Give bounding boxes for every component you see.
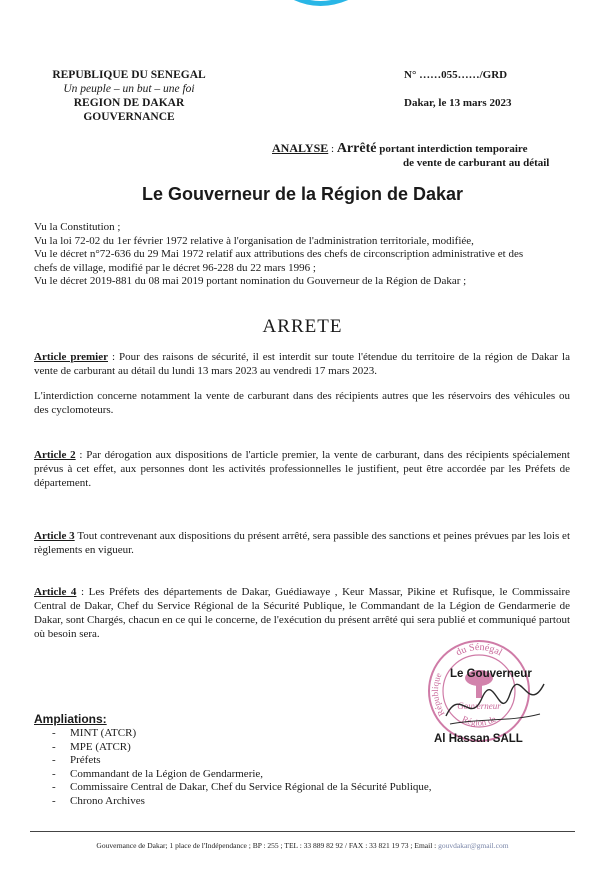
article-label: Article 4 <box>34 586 77 598</box>
article-premier-paragraph-2 <box>34 389 570 417</box>
footer <box>0 841 605 850</box>
document-title: Le Gouverneur de la Région de Dakar <box>141 184 464 204</box>
article-text: Tout contrevenant aux dispositions du présent arrêté, sera passible des sanctions et peines prévues par les lois et règlements en vigueur. <box>34 530 570 556</box>
country-name: REPUBLIQUE DU SENEGAL <box>52 69 206 81</box>
visa-line: Vu la Constitution ; <box>34 221 121 233</box>
list-item: - MPE (ATCR) <box>52 740 131 753</box>
ampliations-title: Ampliations: <box>34 712 107 726</box>
handwritten-signature <box>440 676 550 738</box>
analyse-main: Arrêté <box>336 141 377 156</box>
article-text: Les Préfets des départements de Dakar, Guédiawaye , Keur Massar, Pikine et Rufisque, le Commissaire Central de Dakar, Chef du Service Régional de la Sécurité Publique, le Commandant de la Légion de Gendarmerie de Dakar, sont Chargés, chacun en ce qui le concerne, de l'exécution du présent arrêté qui sera publié et communiqué partout où besoin sera. <box>34 586 570 640</box>
visa-line: chefs de village, modifié par le décret 96-228 du 22 mars 1996 ; <box>34 261 316 274</box>
office-name: GOUVERNANCE <box>83 111 175 123</box>
article-sep: : <box>75 449 87 461</box>
analyse-label: ANALYSE <box>272 141 329 155</box>
stamp-top-text: du Sénégal <box>454 641 504 659</box>
visa-line: Vu le décret 2019-881 du 08 mai 2019 portant nomination du Gouverneur de la Région de Dakar ; <box>34 275 467 287</box>
list-item: - MINT (ATCR) <box>52 727 137 739</box>
list-item: - Préfets <box>52 754 101 767</box>
stamp-center-text: Gouverneur <box>457 701 501 711</box>
ampliations-list <box>52 727 432 809</box>
national-motto: Un peuple – un but – une foi <box>63 83 195 95</box>
stamp-bottom-text: Région de <box>460 713 498 728</box>
footer-email: gouvdakar@gmail.com <box>438 841 509 850</box>
article-label: Article 2 <box>34 449 76 461</box>
visa-line: Vu le décret n°72-636 du 29 Mai 1972 relatif aux attributions des chefs de circonscription administrative et des <box>34 248 524 260</box>
signatory-title: Le Gouverneur <box>450 668 532 680</box>
article-text: Pour des raisons de sécurité, il est interdit sur toute l'étendue du territoire de la région de Dakar la vente de carburant au détail du lundi 13 mars 2023 au vendredi 17 mars 2023. <box>34 351 570 377</box>
arrete-heading: ARRETE <box>262 316 343 337</box>
article-sep: : <box>108 351 119 363</box>
stamp-left-text: République <box>429 671 447 718</box>
reference-block <box>404 68 584 110</box>
article-2 <box>34 448 570 490</box>
article-sep: : <box>76 586 89 598</box>
region-name: REGION DE DAKAR <box>73 97 185 109</box>
decree-number: N° ……055……/GRD <box>404 69 508 81</box>
issuer-block <box>34 68 224 124</box>
article-text: L'interdiction concerne notamment la vente de carburant dans des récipients autres que les réservoirs des véhicules ou des cyclomoteurs. <box>34 390 570 416</box>
article-text: Par dérogation aux dispositions de l'article premier, la vente de carburant, dans des récipients spécialement prévus à cet effet, aux personnes dont les activités professionnelles le justifient, peut être accordée par les Préfets de département. <box>34 449 570 489</box>
list-item: - Chrono Archives <box>52 794 145 807</box>
visas-block <box>34 221 594 289</box>
analyse-block <box>272 141 592 170</box>
list-item: - Commandant de la Légion de Gendarmerie, <box>52 767 264 780</box>
signatory-name: Al Hassan SALL <box>434 733 523 745</box>
article-label: Article premier <box>34 351 108 363</box>
article-premier <box>34 350 570 378</box>
article-label: Article 3 <box>34 530 75 542</box>
article-3 <box>34 529 570 557</box>
footer-divider <box>30 831 575 832</box>
decorative-arc <box>258 0 388 36</box>
analyse-separator: : <box>328 143 337 155</box>
analyse-line1: portant interdiction temporaire <box>376 143 528 155</box>
visa-line: Vu la loi 72-02 du 1er février 1972 relative à l'organisation de l'administration territoriale, modifiée, <box>34 234 474 247</box>
analyse-line2: de vente de carburant au détail <box>403 157 550 169</box>
article-4 <box>34 585 570 641</box>
footer-address: Gouvernance de Dakar; 1 place de l'Indépendance ; BP : 255 ; TEL : 33 889 82 92 / FAX : 33 821 19 73 ; Email : <box>96 841 439 850</box>
list-item: - Commissaire Central de Dakar, Chef du Service Régional de la Sécurité Publique, <box>52 781 432 794</box>
decree-date: Dakar, le 13 mars 2023 <box>404 97 512 109</box>
